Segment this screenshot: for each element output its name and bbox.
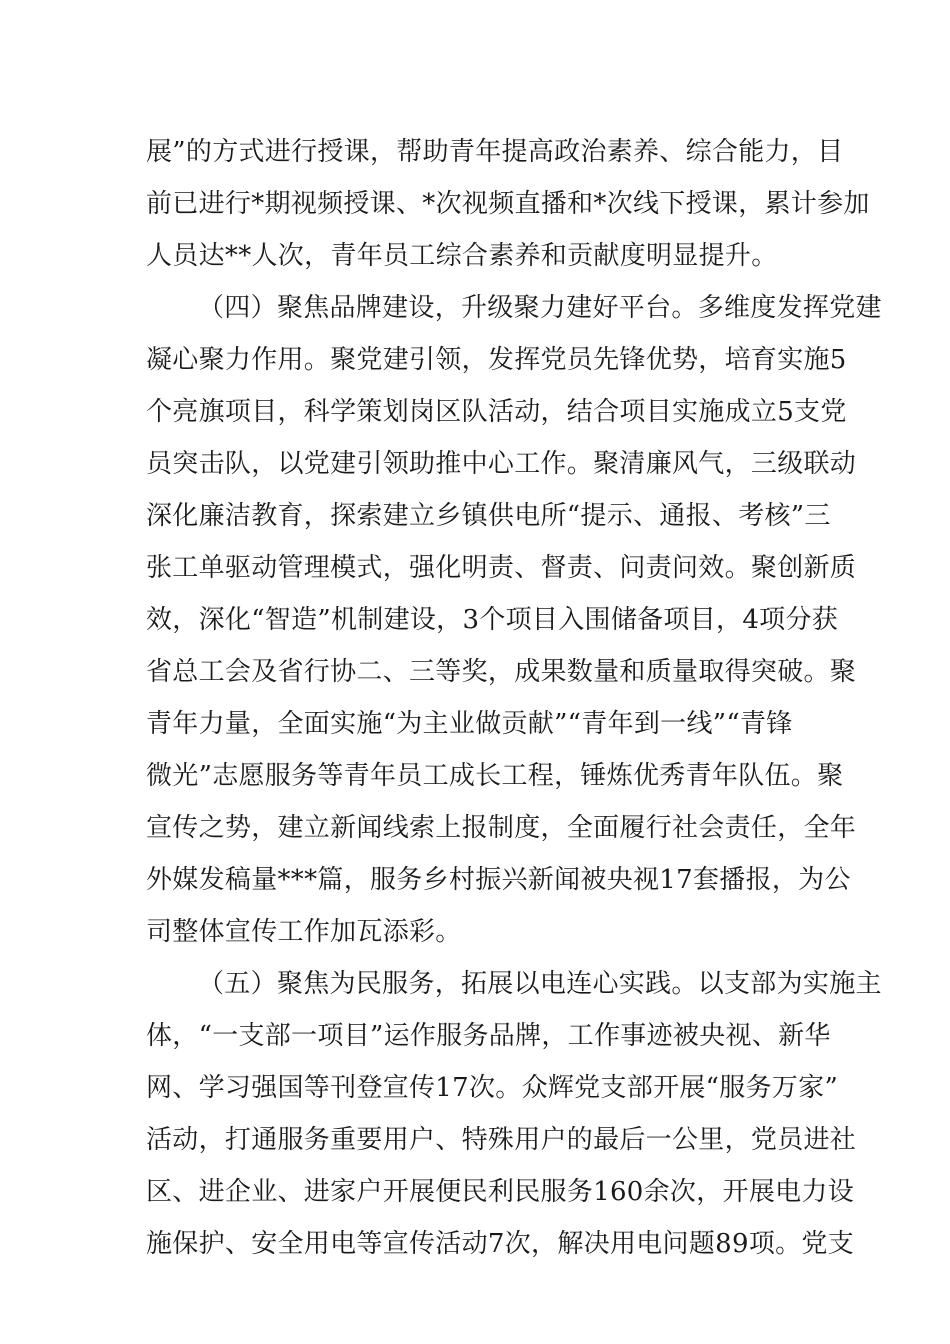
text-line: 员突击队，以党建引领助推中心工作。聚清廉风气，三级联动 xyxy=(146,449,857,479)
section-heading-line: （四）聚焦品牌建设，升级聚力建好平台。多维度发挥党建 xyxy=(198,293,882,323)
section-heading-line: （五）聚焦为民服务，拓展以电连心实践。以支部为实施主 xyxy=(198,969,882,999)
text-line: 前已进行*期视频授课、*次视频直播和*次线下授课，累计参加 xyxy=(146,189,870,219)
text-line: 司整体宣传工作加瓦添彩。 xyxy=(146,917,462,947)
text-line: 青年力量，全面实施“为主业做贡献”“青年到一线”“青锋 xyxy=(146,709,793,739)
text-line: 个亮旗项目，科学策划岗区队活动，结合项目实施成立5支党 xyxy=(146,397,847,427)
text-line: 人员达**人次，青年员工综合素养和贡献度明显提升。 xyxy=(146,241,778,271)
text-line: 张工单驱动管理模式，强化明责、督责、问责问效。聚创新质 xyxy=(146,553,857,583)
text-line: 宣传之势，建立新闻线索上报制度，全面履行社会责任，全年 xyxy=(146,813,857,843)
text-line: 网、学习强国等刊登宣传17次。众辉党支部开展“服务万家” xyxy=(146,1073,839,1103)
body-text xyxy=(146,126,882,1270)
text-line: 外媒发稿量***篇，服务乡村振兴新闻被央视17套播报，为公 xyxy=(146,865,851,895)
text-line: 施保护、安全用电等宣传活动7次，解决用电问题89项。党支 xyxy=(146,1229,855,1259)
text-line: 凝心聚力作用。聚党建引领，发挥党员先锋优势，培育实施5 xyxy=(146,345,847,375)
text-line: 活动，打通服务重要用户、特殊用户的最后一公里，党员进社 xyxy=(146,1125,857,1155)
text-line: 微光”志愿服务等青年员工成长工程，锤炼优秀青年队伍。聚 xyxy=(146,761,844,791)
text-line: 效，深化“智造”机制建设，3个项目入围储备项目，4项分获 xyxy=(146,605,839,635)
text-line: 区、进企业、进家户开展便民利民服务160余次，开展电力设 xyxy=(146,1177,855,1207)
text-line: 省总工会及省行协二、三等奖，成果数量和质量取得突破。聚 xyxy=(146,657,857,687)
text-line: 体，“一支部一项目”运作服务品牌，工作事迹被央视、新华 xyxy=(146,1021,831,1051)
text-line: 深化廉洁教育，探索建立乡镇供电所“提示、通报、考核”三 xyxy=(146,501,831,531)
text-line: 展”的方式进行授课，帮助青年提高政治素养、综合能力，目 xyxy=(146,137,844,167)
